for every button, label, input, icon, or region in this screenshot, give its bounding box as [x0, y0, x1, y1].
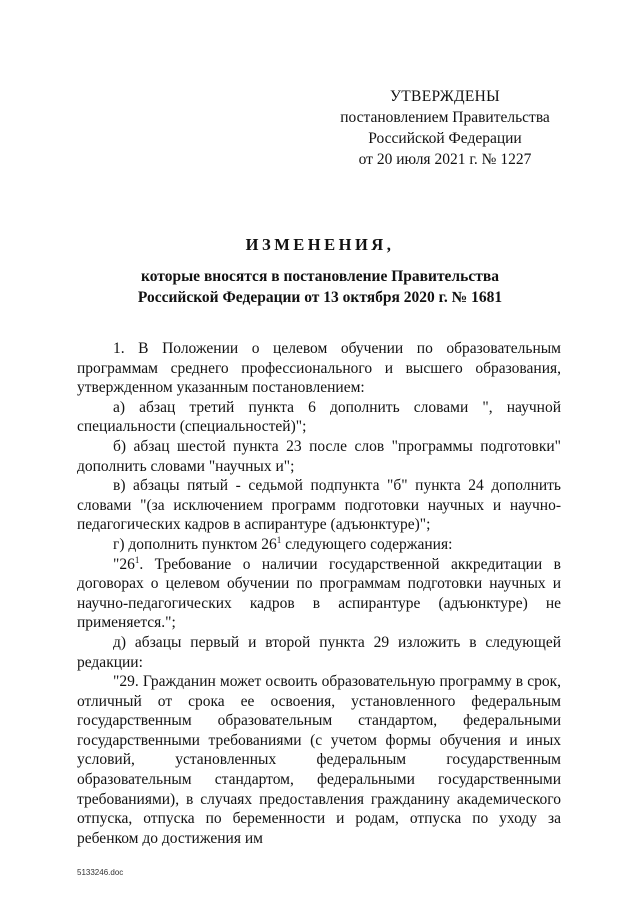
paragraph-2: а) абзац третий пункта 6 дополнить словами ", научной специальности (специальностей)"; — [77, 398, 561, 436]
paragraph-5-text-before: г) дополнить пунктом 26 — [113, 535, 277, 553]
paragraph-1: 1. В Положении о целевом обучении по образовательным программам среднего профессионального и высшего образования, утвержденном указанным постановлением: — [77, 340, 561, 397]
footer-file-name: 5133246.doc — [77, 868, 124, 877]
document-heading — [0, 234, 640, 308]
paragraph-7: д) абзацы первый и второй пункта 29 изложить в следующей редакции: — [77, 633, 561, 671]
paragraph-8: "29. Гражданин может освоить образовательную программу в срок, отличный от срока ее освоения, установленного федеральным государственным образовательным стандартом, федеральными государственными требованиями (с учетом формы обучения и иных условий, установленных федеральным государственным образовательным стандартом, федеральными государственными требованиями), в случаях предоставления гражданину академического отпуска, отпуска по беременности и родам, отпуска по уходу за ребенком до достижения им — [77, 673, 561, 847]
paragraph-3: б) абзац шестой пункта 23 после слов "программы подготовки" дополнить словами "научных и"; — [77, 437, 561, 475]
paragraph-5-text-after: следующего содержания: — [281, 535, 453, 553]
paragraph-6-superscript: 1 — [134, 554, 140, 565]
paragraph-6-text-after: . Требование о наличии государственной аккредитации в договорах о целевом обучении по программам подготовки научных и научно-педагогических кадров в аспирантуре (адъюнктуре) не применяется."; — [77, 555, 561, 632]
heading-title: ИЗМЕНЕНИЯ, — [245, 235, 395, 254]
approved-line-3: от 20 июля 2021 г. № 1227 — [358, 151, 532, 168]
heading-subtitle-line-1: которые вносятся в постановление Правительства — [141, 268, 499, 285]
approved-line-2: Российской Федерации — [368, 130, 522, 147]
approved-line-1: постановлением Правительства — [340, 109, 550, 126]
approved-title: УТВЕРЖДЕНЫ — [390, 88, 500, 105]
approval-stamp-block — [330, 86, 560, 170]
heading-subtitle — [0, 266, 640, 308]
paragraph-5-superscript: 1 — [276, 534, 282, 545]
paragraph-6 — [77, 555, 561, 633]
paragraph-4: в) абзацы пятый - седьмой подпункта "б" пункта 24 дополнить словами "(за исключением программ подготовки научных и научно-педагогических кадров в аспирантуре (адъюнктуре)"; — [77, 477, 561, 534]
paragraph-6-text-before: "26 — [113, 555, 135, 573]
paragraph-5 — [77, 535, 561, 555]
document-body — [77, 339, 561, 848]
heading-subtitle-line-2: Российской Федерации от 13 октября 2020 г. № 1681 — [137, 289, 503, 306]
